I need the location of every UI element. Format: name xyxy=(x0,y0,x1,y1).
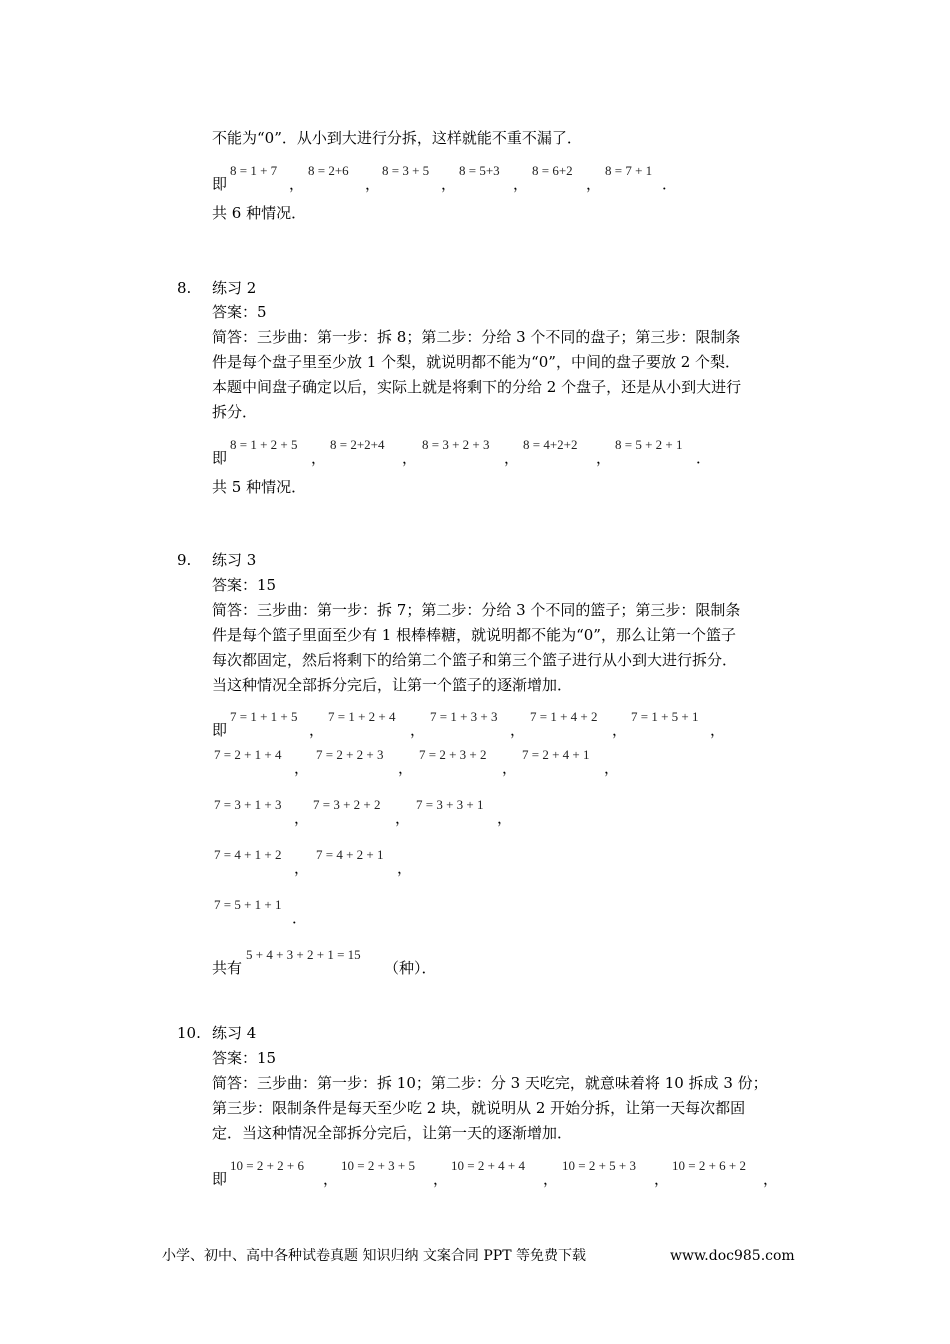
equation: 7 = 5 + 1 + 1 xyxy=(214,897,282,912)
equation: 8 = 4+2+2 xyxy=(523,437,578,452)
equation: 7 = 1 + 4 + 2 xyxy=(530,709,598,724)
brief-line: 简答：三步曲：第一步：拆 7；第二步：分给 3 个不同的篮子；第三步：限制条 xyxy=(212,601,741,619)
equation: 8 = 5 + 2 + 1 xyxy=(615,437,683,452)
answer: 答案：15 xyxy=(212,1049,277,1067)
brief-line: 当这种情况全部拆分完后，让第一个篮子的逐渐增加． xyxy=(212,676,573,694)
eq-lead: 即 xyxy=(212,175,228,193)
answer: 答案：15 xyxy=(212,576,277,594)
question-title: 练习 3 xyxy=(212,551,257,569)
intro-total: 共 6 种情况． xyxy=(212,204,307,222)
question-title: 练习 2 xyxy=(212,279,257,297)
equation: 7 = 2 + 2 + 3 xyxy=(316,747,384,762)
equation: 7 = 4 + 2 + 1 xyxy=(316,847,384,862)
brief-line: 简答：三步曲：第一步：拆 10；第二步：分 3 天吃完，就意味着将 10 拆成 3 份； xyxy=(212,1074,768,1092)
brief-line: 本题中间盘子确定以后，实际上就是将剩下的分给 2 个盘子，还是从小到大进行 xyxy=(212,378,742,396)
equation: 10 = 2 + 3 + 5 xyxy=(341,1158,415,1173)
total-tail: （种）． xyxy=(384,959,437,977)
brief-line: 第三步：限制条件是每天至少吃 2 块，就说明从 2 开始分拆，让第一天每次都固 xyxy=(212,1099,746,1117)
equation: 7 = 3 + 2 + 2 xyxy=(313,797,381,812)
eq-lead: 即 xyxy=(212,721,228,739)
equation: 7 = 2 + 4 + 1 xyxy=(522,747,590,762)
total-equation: 5 + 4 + 3 + 2 + 1 = 15 xyxy=(246,947,361,962)
brief-line: 定．当这种情况全部拆分完后，让第一天的逐渐增加． xyxy=(212,1124,573,1142)
total-lead: 共有 xyxy=(212,959,243,977)
eq-lead: 即 xyxy=(212,1170,228,1188)
footer-text: 小学、初中、高中各种试卷真题 知识归纳 文案合同 PPT 等免费下载 xyxy=(162,1248,586,1264)
equation: 8 = 7 + 1 xyxy=(605,163,653,178)
equation: 10 = 2 + 2 + 6 xyxy=(230,1158,304,1173)
intro-line: 不能为“0”．从小到大进行分拆，这样就能不重不漏了． xyxy=(212,129,582,147)
equation: 7 = 3 + 3 + 1 xyxy=(416,797,484,812)
equation: 7 = 1 + 5 + 1 xyxy=(631,709,699,724)
brief-line: 每次都固定，然后将剩下的给第二个篮子和第三个篮子进行从小到大进行拆分． xyxy=(212,651,738,669)
question-title: 练习 4 xyxy=(212,1024,257,1042)
footer-site-link[interactable]: www.doc985.com xyxy=(670,1248,795,1264)
equation: 10 = 2 + 6 + 2 xyxy=(672,1158,746,1173)
equation: 8 = 3 + 5 xyxy=(382,163,430,178)
brief-line: 简答：三步曲：第一步：拆 8；第二步：分给 3 个不同的盘子；第三步：限制条 xyxy=(212,328,741,346)
brief-line: 件是每个篮子里面至少有 1 根棒棒糖，就说明都不能为“0”，那么让第一个篮子 xyxy=(212,626,736,644)
equation: 7 = 1 + 2 + 4 xyxy=(328,709,396,724)
equation: 7 = 4 + 1 + 2 xyxy=(214,847,282,862)
equation: 8 = 2+2+4 xyxy=(330,437,385,452)
equation: 8 = 1 + 2 + 5 xyxy=(230,437,298,452)
answer: 答案：5 xyxy=(212,303,267,321)
question-number: 10. xyxy=(177,1024,201,1042)
equation: 7 = 2 + 1 + 4 xyxy=(214,747,282,762)
q8-total: 共 5 种情况． xyxy=(212,478,307,496)
question-number: 8. xyxy=(177,279,192,297)
equation: 8 = 5+3 xyxy=(459,163,500,178)
eq-lead: 即 xyxy=(212,449,228,467)
equation: 10 = 2 + 5 + 3 xyxy=(562,1158,636,1173)
question-number: 9. xyxy=(177,551,192,569)
equation: 10 = 2 + 4 + 4 xyxy=(451,1158,525,1173)
equation: 7 = 3 + 1 + 3 xyxy=(214,797,282,812)
brief-line: 件是每个盘子里至少放 1 个梨，就说明都不能为“0”，中间的盘子要放 2 个梨． xyxy=(212,353,741,371)
page-footer xyxy=(162,1246,795,1266)
equation: 7 = 2 + 3 + 2 xyxy=(419,747,487,762)
equation: 8 = 1 + 7 xyxy=(230,163,278,178)
equation: 8 = 2+6 xyxy=(308,163,349,178)
equation: 7 = 1 + 3 + 3 xyxy=(430,709,498,724)
equation: 8 = 6+2 xyxy=(532,163,573,178)
equation: 8 = 3 + 2 + 3 xyxy=(422,437,490,452)
equation: 7 = 1 + 1 + 5 xyxy=(230,709,298,724)
brief-line: 拆分． xyxy=(212,403,258,421)
